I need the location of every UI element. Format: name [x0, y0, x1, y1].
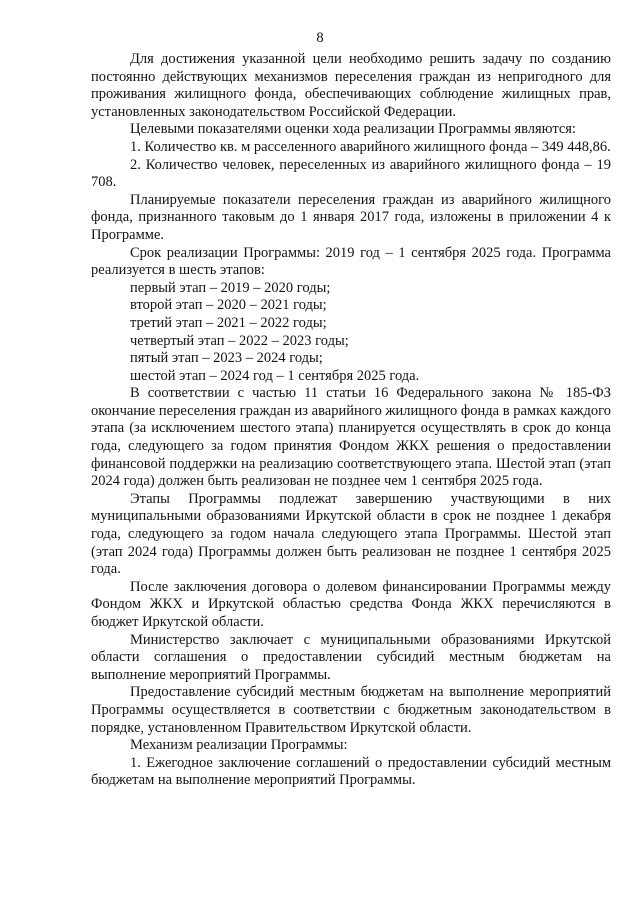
document-body: [91, 51, 611, 790]
paragraph-subsidies: Предоставление субсидий местным бюджетам на выполнение мероприятий Программы осуществляется в соответствии с бюджетным законодательством в порядке, установленном Правительством Иркутской области.: [91, 684, 611, 736]
stage-item-4: четвертый этап – 2022 – 2023 годы;: [130, 332, 349, 349]
stage-item-5: пятый этап – 2023 – 2024 годы;: [130, 350, 323, 367]
paragraph-stage-completion: Этапы Программы подлежат завершению участвующими в них муниципальными образованиями Иркутской области в срок не позднее 1 декабря года, следующего за годом начала следующего этапа Программы. Шестой этап (этап 2024 года) Программы должен быть реализован не позднее 1 сентября 2025 года.: [91, 490, 611, 578]
paragraph-indicator-people: 2. Количество человек, переселенных из аварийного жилищного фонда – 19 708.: [91, 156, 611, 191]
stage-item-1: первый этап – 2019 – 2020 годы;: [130, 279, 331, 296]
stage-item-6: шестой этап – 2024 год – 1 сентября 2025 года.: [130, 367, 420, 384]
paragraph-cofinancing: После заключения договора о долевом финансировании Программы между Фондом ЖКХ и Иркутской областью средства Фонда ЖКХ перечисляются в бюджет Иркутской области.: [91, 578, 611, 630]
paragraph-target-indicators: Целевыми показателями оценки хода реализации Программы являются:: [130, 121, 576, 138]
paragraph-federal-law: В соответствии с частью 11 статьи 16 Федерального закона № 185-ФЗ окончание переселения граждан из аварийного жилищного фонда в рамках каждого этапа (за исключением шестого этапа) планируется осуществлять в срок до конца года, следующего за годом принятия Фондом ЖКХ решения о предоставлении финансовой поддержки на реализацию соответствующего этапа. Шестой этап (этап 2024 года) должен быть реализован не позднее чем 1 сентября 2025 года.: [91, 385, 611, 490]
stage-item-2: второй этап – 2020 – 2021 годы;: [130, 297, 327, 314]
paragraph-mechanism-item-1: 1. Ежегодное заключение соглашений о предоставлении субсидий местным бюджетам на выполнение мероприятий Программы.: [91, 754, 611, 789]
stage-item-3: третий этап – 2021 – 2022 годы;: [130, 314, 327, 331]
paragraph-indicator-area: 1. Количество кв. м расселенного аварийного жилищного фонда – 349 448,86.: [130, 138, 611, 155]
paragraph-mechanism: Механизм реализации Программы:: [130, 737, 348, 754]
page-number: 8: [316, 30, 324, 46]
paragraph-planned-indicators: Планируемые показатели переселения граждан из аварийного жилищного фонда, признанного таковым до 1 января 2017 года, изложены в приложении 4 к Программе.: [91, 191, 611, 243]
paragraph-ministry-agreements: Министерство заключает с муниципальными образованиями Иркутской области соглашения о предоставлении субсидий местным бюджетам на выполнение мероприятий Программы.: [91, 631, 611, 683]
paragraph-program-term: Срок реализации Программы: 2019 год – 1 сентября 2025 года. Программа реализуется в шесть этапов:: [91, 244, 611, 279]
paragraph-goal-task: Для достижения указанной цели необходимо решить задачу по созданию постоянно действующих механизмов переселения граждан из непригодного для проживания жилищного фонда, обеспечивающих соблюдение жилищных прав, установленных законодательством Российской Федерации.: [91, 51, 611, 120]
